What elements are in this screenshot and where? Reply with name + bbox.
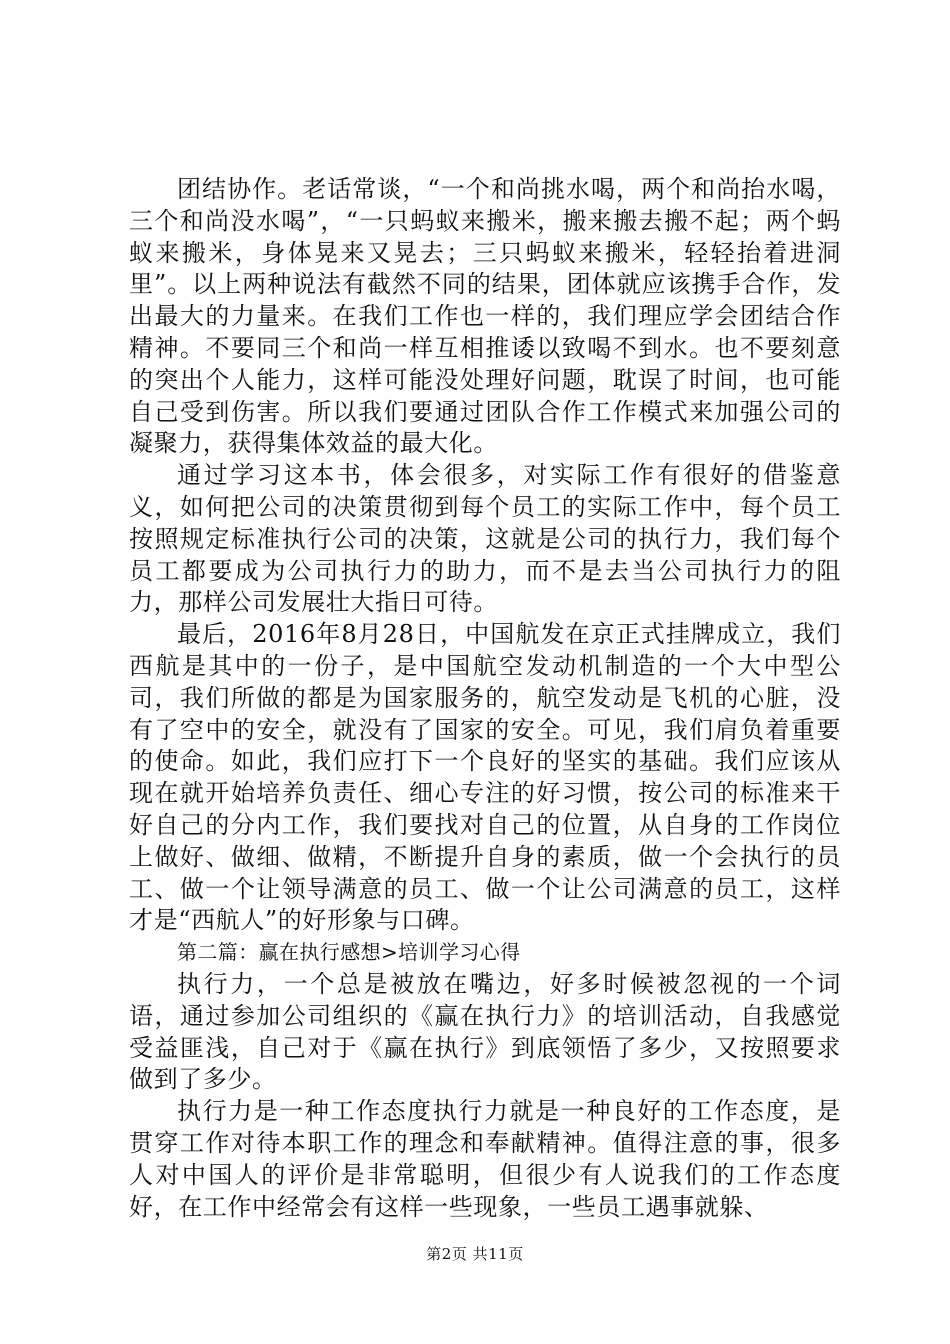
paragraph-conclusion: 最后，2016年8月28日，中国航发在京正式挂牌成立，我们西航是其中的一份子，是中国航空发动机制造的一个大中型公司，我们所做的都是为国家服务的，航空发动是飞机的心脏，没有了空中的安全，就没有了国家的安全。可见，我们肩负着重要的使命。如此，我们应打下一个良好的坚实的基础。我们应该从现在就开始培养负责任、细心专注的好习惯，按公司的标准来干好自己的分内工作，我们要找对自己的位置，从自身的工作岗位上做好、做细、做精，不断提升自身的素质，做一个会执行的员工、做一个让领导满意的员工、做一个让公司满意的员工，这样才是“西航人”的好形象与口碑。 — [129, 620, 841, 935]
paragraph-execution-attitude: 执行力是一种工作态度执行力就是一种良好的工作态度，是贯穿工作对待本职工作的理念和奉献精神。值得注意的事，很多人对中国人的评价是非常聪明，但很少有人说我们的工作态度好，在工作中经常会有这样一些现象，一些员工遇事就躲、 — [129, 1097, 841, 1221]
section-heading: 第二篇：赢在执行感想>培训学习心得 — [177, 940, 521, 965]
document-body — [129, 174, 841, 1223]
paragraph-execution-intro: 执行力，一个总是被放在嘴边，好多时候被忽视的一个词语，通过参加公司组织的《赢在执行力》的培训活动，自我感觉受益匪浅，自己对于《赢在执行》到底领悟了多少，又按照要求做到了多少。 — [129, 969, 841, 1094]
paragraph-teamwork: 团结协作。老话常谈，“一个和尚挑水喝，两个和尚抬水喝，三个和尚没水喝”，“一只蚂蚁来搬米，搬来搬去搬不起；两个蚂蚁来搬米，身体晃来又晃去；三只蚂蚁来搬米，轻轻抬着进洞里”。以上两种说法有截然不同的结果，团体就应该携手合作，发出最大的力量来。在我们工作也一样的，我们理应学会团结合作精神。不要同三个和尚一样互相推诿以致喝不到水。也不要刻意的突出个人能力，这样可能没处理好问题，耽误了时间，也可能自己受到伤害。所以我们要通过团队合作工作模式来加强公司的凝聚力，获得集体效益的最大化。 — [129, 175, 841, 458]
paragraph-book-reflection: 通过学习这本书，体会很多，对实际工作有很好的借鉴意义，如何把公司的决策贯彻到每个员工的实际工作中，每个员工按照规定标准执行公司的决策，这就是公司的执行力，我们每个员工都要成为公司执行力的助力，而不是去当公司执行力的阻力，那样公司发展壮大指日可待。 — [129, 461, 841, 617]
page-number-footer: 第2页 共11页 — [426, 1245, 524, 1263]
